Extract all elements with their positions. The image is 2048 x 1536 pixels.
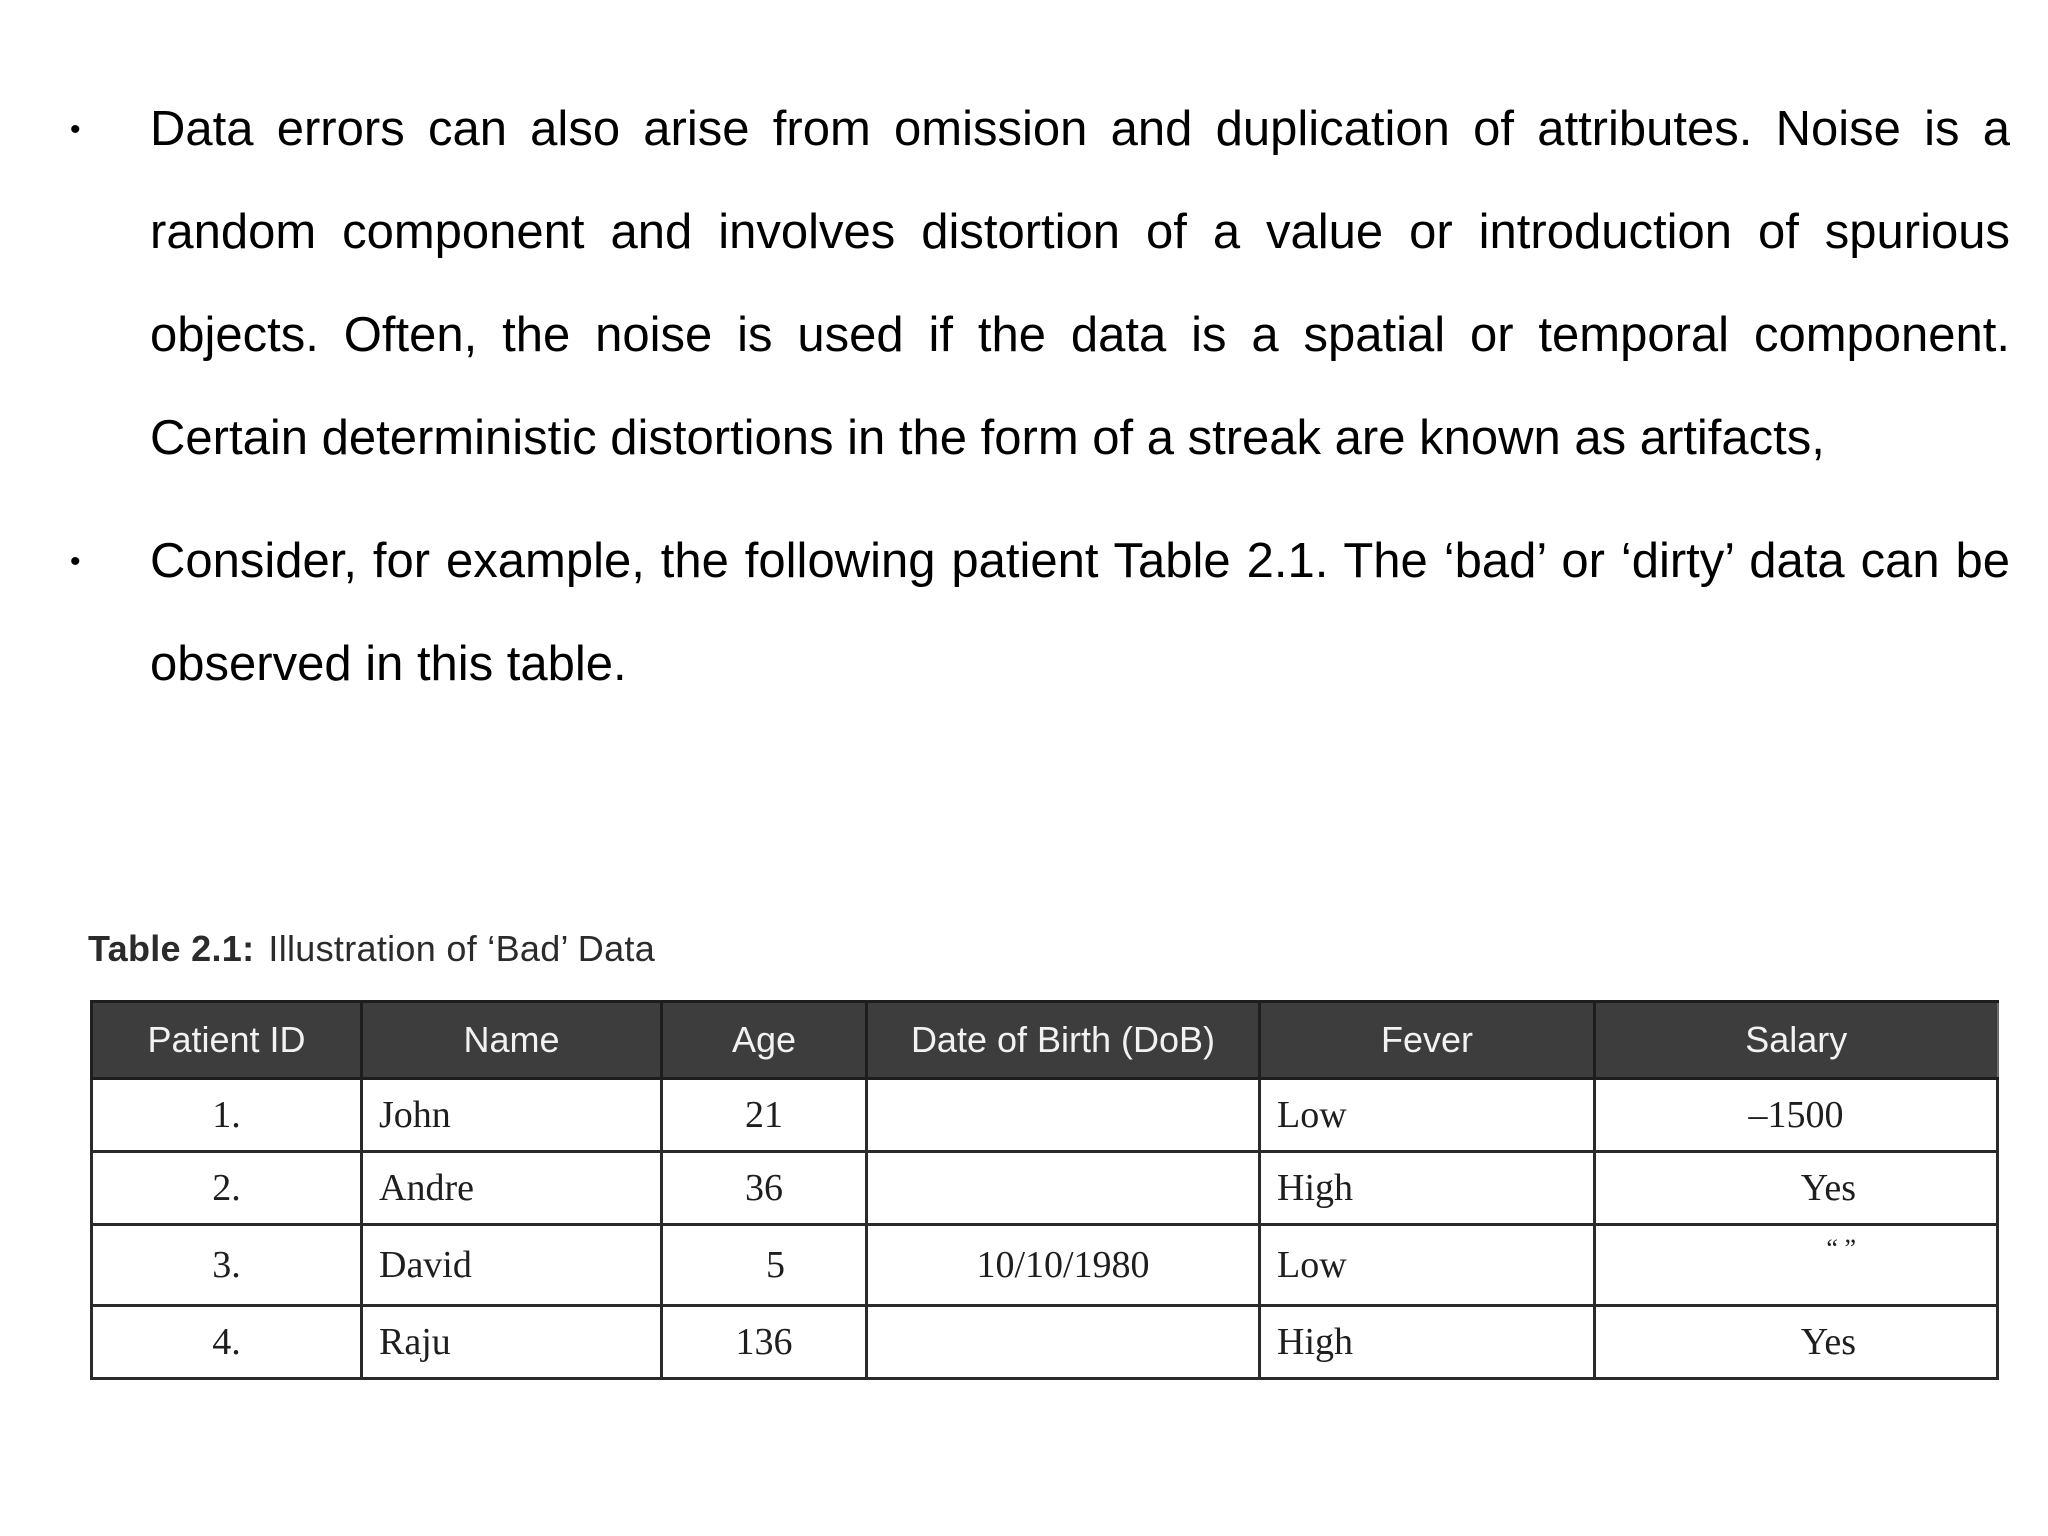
- cell-patient-id: 2.: [92, 1152, 362, 1225]
- bad-data-table: [90, 1000, 1999, 1380]
- header-patient-id: Patient ID: [92, 1002, 362, 1079]
- table-row: [92, 1079, 1998, 1152]
- cell-salary: Yes: [1595, 1306, 1998, 1379]
- table-row: [92, 1306, 1998, 1379]
- cell-name: Andre: [362, 1152, 662, 1225]
- bullet-list: [70, 78, 2010, 736]
- table-caption: [88, 928, 655, 970]
- bullet-item: [70, 510, 2010, 716]
- cell-fever: Low: [1260, 1225, 1595, 1306]
- cell-salary: –1500: [1595, 1079, 1998, 1152]
- cell-age: 5: [662, 1225, 867, 1306]
- bullet-text: Consider, for example, the following patient Table 2.1. The ‘bad’ or ‘dirty’ data can be observed in this table.: [150, 534, 2010, 691]
- cell-fever: Low: [1260, 1079, 1595, 1152]
- cell-name: David: [362, 1225, 662, 1306]
- cell-salary: Yes: [1595, 1152, 1998, 1225]
- header-age: Age: [662, 1002, 867, 1079]
- bullet-dot-icon: •: [70, 113, 81, 146]
- table-row: [92, 1152, 1998, 1225]
- header-fever: Fever: [1260, 1002, 1595, 1079]
- cell-salary: “ ”: [1595, 1225, 1998, 1306]
- bullet-dot-icon: •: [70, 545, 81, 578]
- table-row: [92, 1225, 1998, 1306]
- cell-patient-id: 1.: [92, 1079, 362, 1152]
- cell-name: John: [362, 1079, 662, 1152]
- cell-dob: 10/10/1980: [867, 1225, 1260, 1306]
- header-name: Name: [362, 1002, 662, 1079]
- header-dob: Date of Birth (DoB): [867, 1002, 1260, 1079]
- cell-name: Raju: [362, 1306, 662, 1379]
- table-caption-title: Illustration of ‘Bad’ Data: [268, 928, 656, 969]
- cell-patient-id: 4.: [92, 1306, 362, 1379]
- table-caption-label: Table 2.1:: [88, 928, 255, 969]
- cell-dob: [867, 1152, 1260, 1225]
- bullet-text: Data errors can also arise from omission and duplication of attributes. Noise is a random component and involves distortion of a value or introduction of spurious objects. Often, the noise is used if the data is a spatial or temporal component. Certain deterministic distortions in the form of a streak are known as artifacts,: [150, 102, 2010, 465]
- cell-age: 136: [662, 1306, 867, 1379]
- cell-age: 21: [662, 1079, 867, 1152]
- header-salary: Salary: [1595, 1002, 1998, 1079]
- cell-patient-id: 3.: [92, 1225, 362, 1306]
- bullet-item: [70, 78, 2010, 490]
- cell-age: 36: [662, 1152, 867, 1225]
- cell-dob: [867, 1079, 1260, 1152]
- cell-fever: High: [1260, 1306, 1595, 1379]
- cell-dob: [867, 1306, 1260, 1379]
- table-header-row: [92, 1002, 1998, 1079]
- cell-fever: High: [1260, 1152, 1595, 1225]
